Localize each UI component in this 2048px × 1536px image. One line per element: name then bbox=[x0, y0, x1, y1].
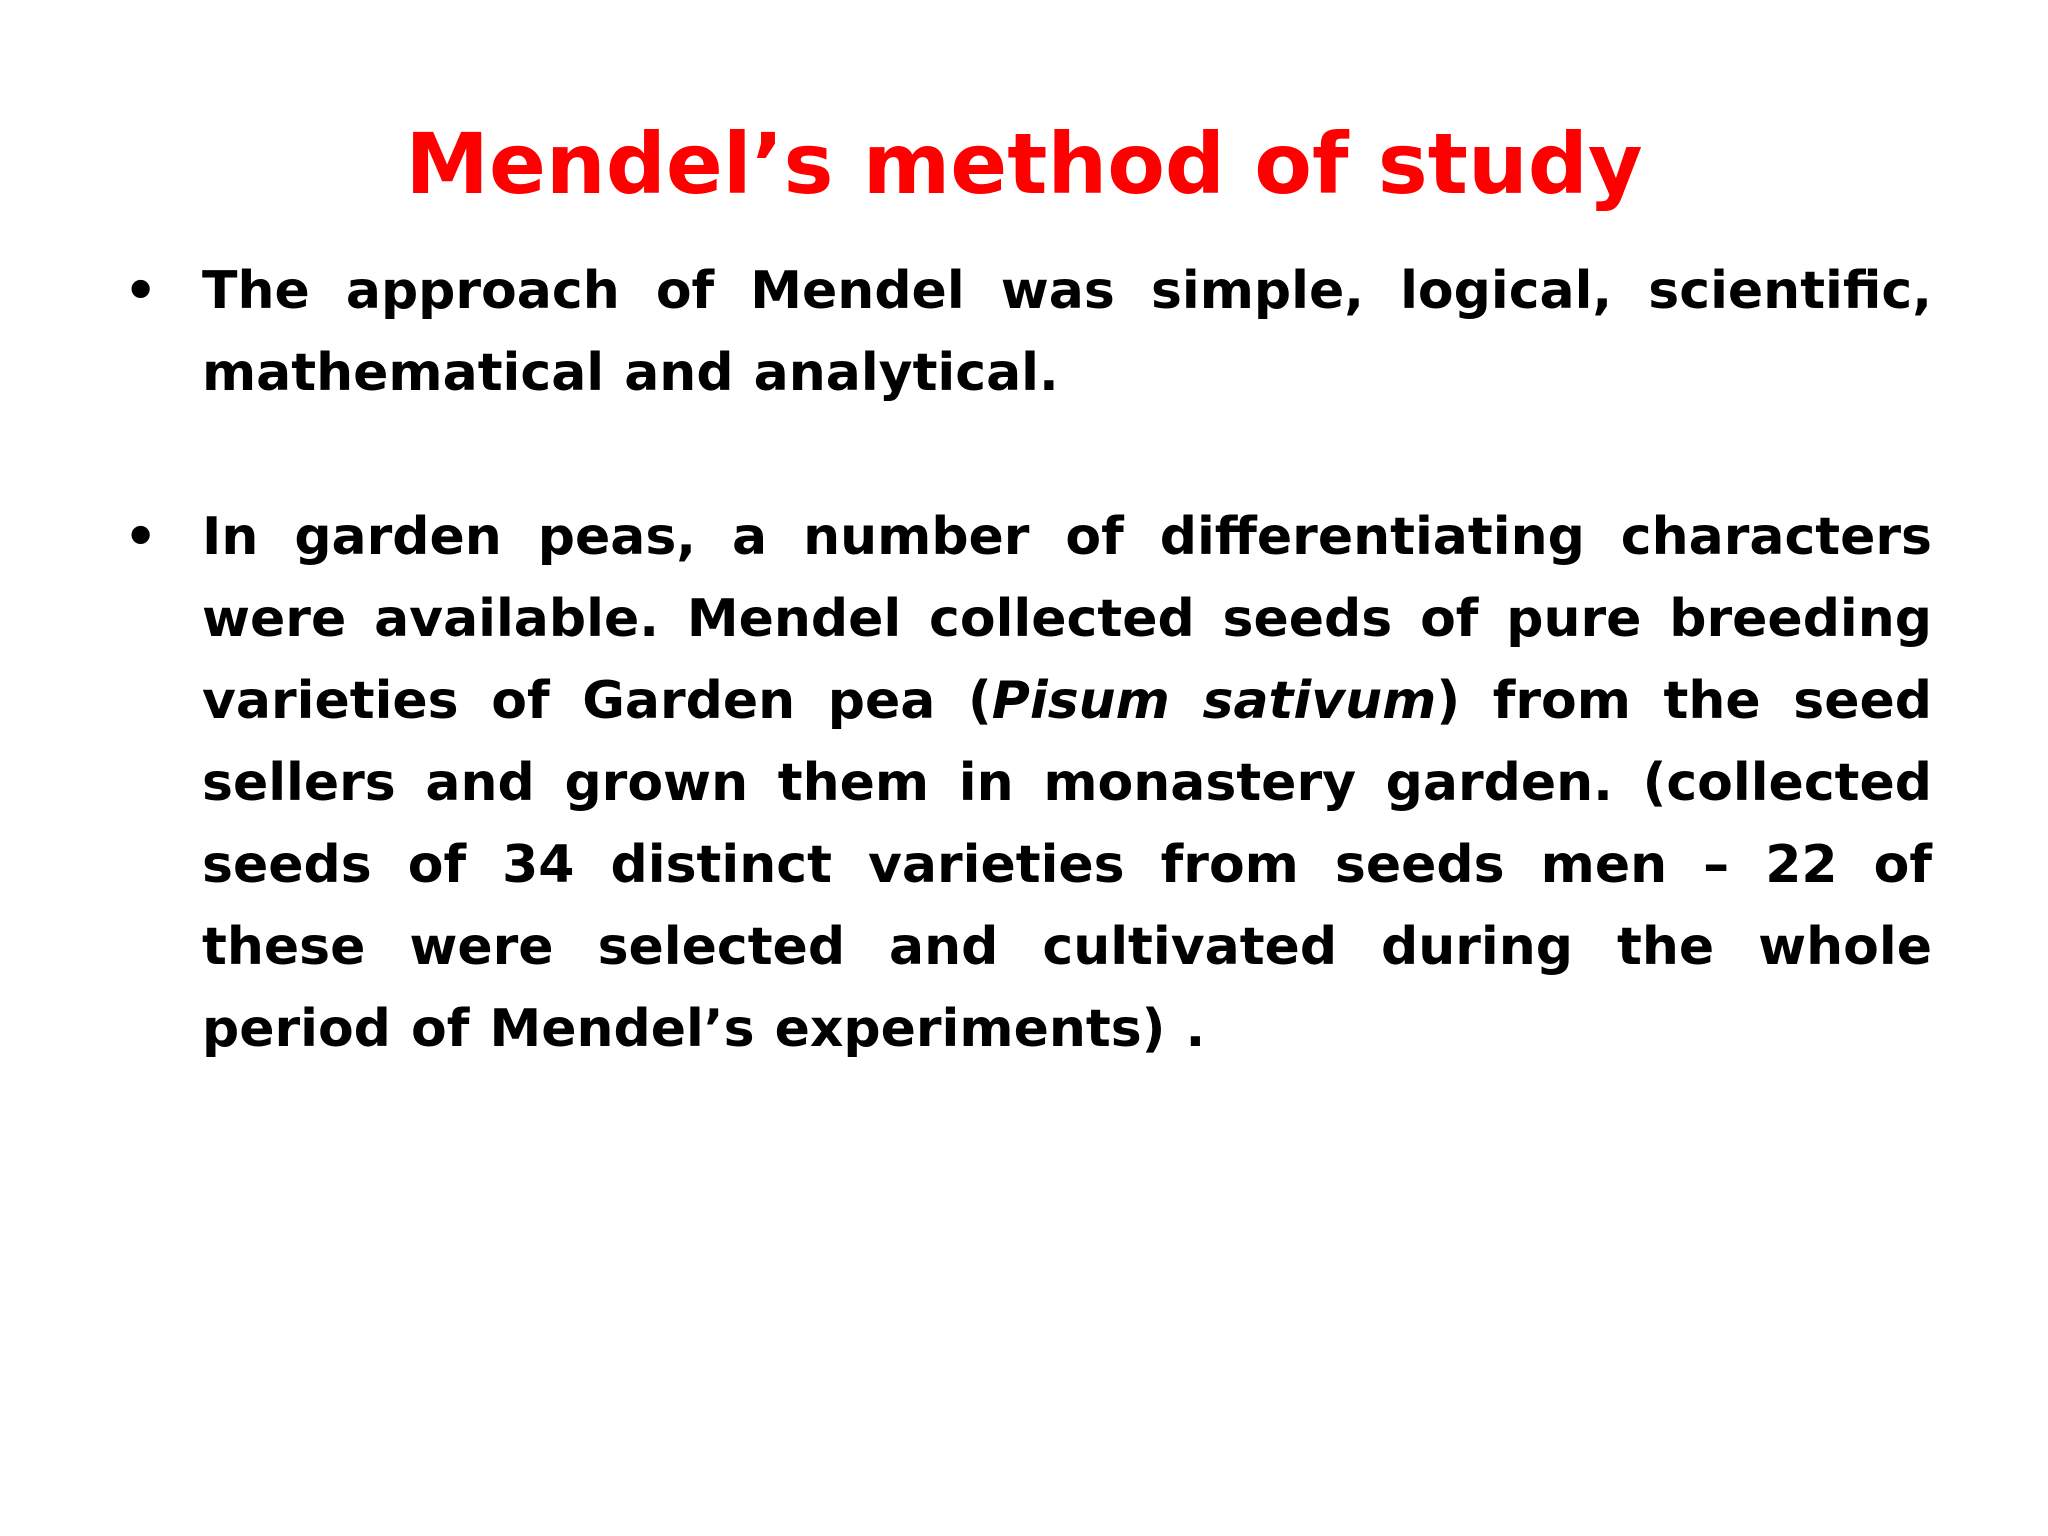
bullet-list bbox=[124, 250, 1932, 1070]
bullet-item-approach bbox=[124, 250, 1932, 414]
species-name: Pisum sativum bbox=[991, 671, 1437, 731]
bullet-text-garden-peas bbox=[202, 496, 1932, 1070]
bullet-text-approach: The approach of Mendel was simple, logical, scientific, mathematical and analytical. bbox=[202, 261, 1932, 403]
bullet-icon: • bbox=[124, 507, 158, 567]
bullet-item-garden-peas bbox=[124, 496, 1932, 1070]
bullet-icon: • bbox=[124, 261, 158, 321]
garden-peas-text-end: ) from the seed sellers and grown them in monastery garden. (collected seeds of 34 distinct varieties from seeds men – 22 of these were selected and cultivated during the whole period of Mendel’s experiments) . bbox=[202, 671, 1932, 1059]
slide-title: Mendel’s method of study bbox=[405, 115, 1643, 213]
garden-peas-text-start: In garden peas, a number of differentiating characters were available. Mendel collected seeds of pure breeding varieties of Garden pea ( bbox=[202, 507, 1932, 731]
